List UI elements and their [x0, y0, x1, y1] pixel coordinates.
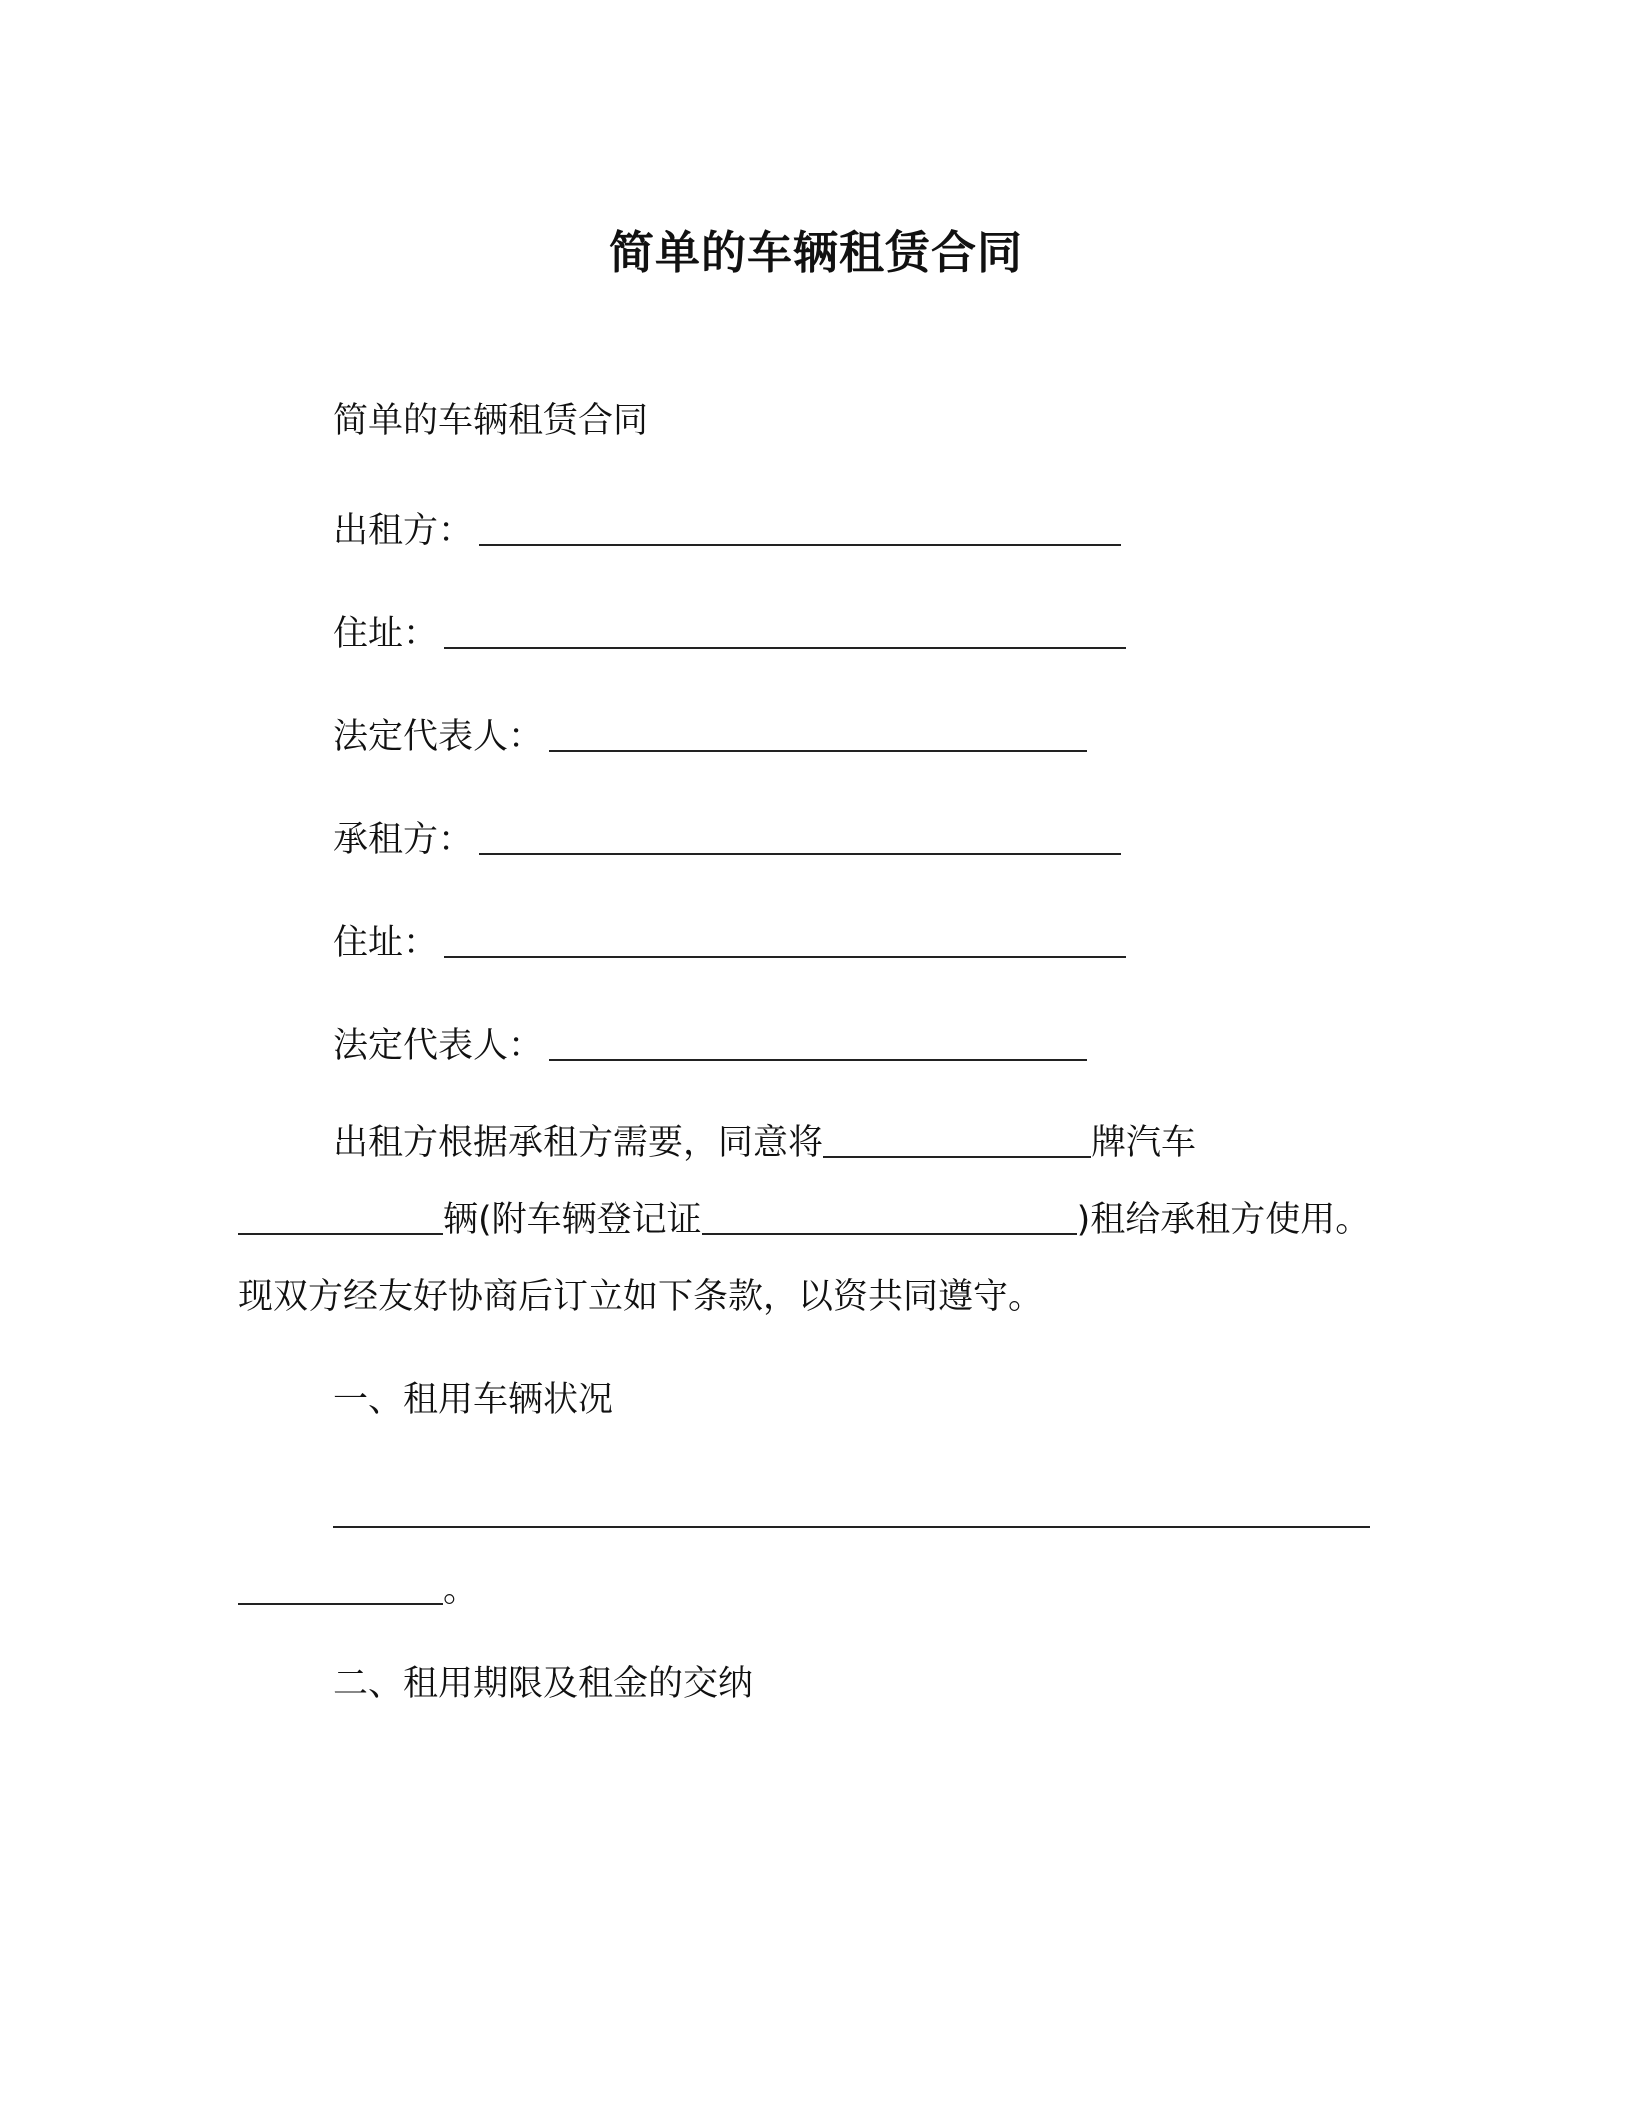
document-subtitle: 简单的车辆租赁合同: [333, 401, 649, 441]
vehicle-condition-blank-2: [238, 1565, 443, 1605]
intro-text-4: )租给承租方使用。: [1076, 1200, 1371, 1240]
lessor-blank: [479, 506, 1121, 546]
vehicle-condition-blank-1: [333, 1488, 1370, 1528]
vehicle-condition-line-2: [238, 1562, 478, 1618]
lessor-representative-label: 法定代表人：: [333, 717, 544, 757]
plate-blank: [823, 1118, 1091, 1158]
intro-text-1: 出租方根据承租方需要，同意将: [333, 1123, 824, 1163]
lessee-blank: [479, 815, 1121, 855]
vehicle-count-blank: [238, 1195, 443, 1235]
lessee-address-blank: [444, 918, 1126, 958]
section-2-heading: 二、租用期限及租金的交纳: [333, 1664, 754, 1704]
intro-line-2: [238, 1192, 1370, 1248]
lessor-address-blank: [444, 609, 1126, 649]
lessee-representative-label: 法定代表人：: [333, 1026, 544, 1066]
lessee-row: [333, 812, 1121, 868]
vehicle-condition-line-1: [333, 1485, 1370, 1541]
lessee-representative-row: [333, 1018, 1087, 1074]
registration-blank: [702, 1195, 1077, 1235]
lessee-address-label: 住址：: [333, 923, 439, 963]
section-1-heading: 一、租用车辆状况: [333, 1380, 614, 1420]
lessor-address-row: [333, 606, 1126, 662]
vehicle-condition-end: 。: [443, 1570, 479, 1610]
intro-line-1: [333, 1115, 1196, 1171]
intro-line-3: 现双方经友好协商后订立如下条款，以资共同遵守。: [238, 1277, 1044, 1317]
intro-text-3: 辆(附车辆登记证: [443, 1200, 702, 1240]
lessor-row: [333, 503, 1121, 559]
lessor-address-label: 住址：: [333, 614, 439, 654]
intro-text-2: 牌汽车: [1091, 1123, 1197, 1163]
lessor-label: 出租方：: [333, 511, 474, 551]
lessee-representative-blank: [549, 1021, 1087, 1061]
lessee-label: 承租方：: [333, 820, 474, 860]
document-title: 简单的车辆租赁合同: [608, 226, 1023, 279]
lessor-representative-row: [333, 709, 1087, 765]
lessee-address-row: [333, 915, 1126, 971]
lessor-representative-blank: [549, 712, 1087, 752]
